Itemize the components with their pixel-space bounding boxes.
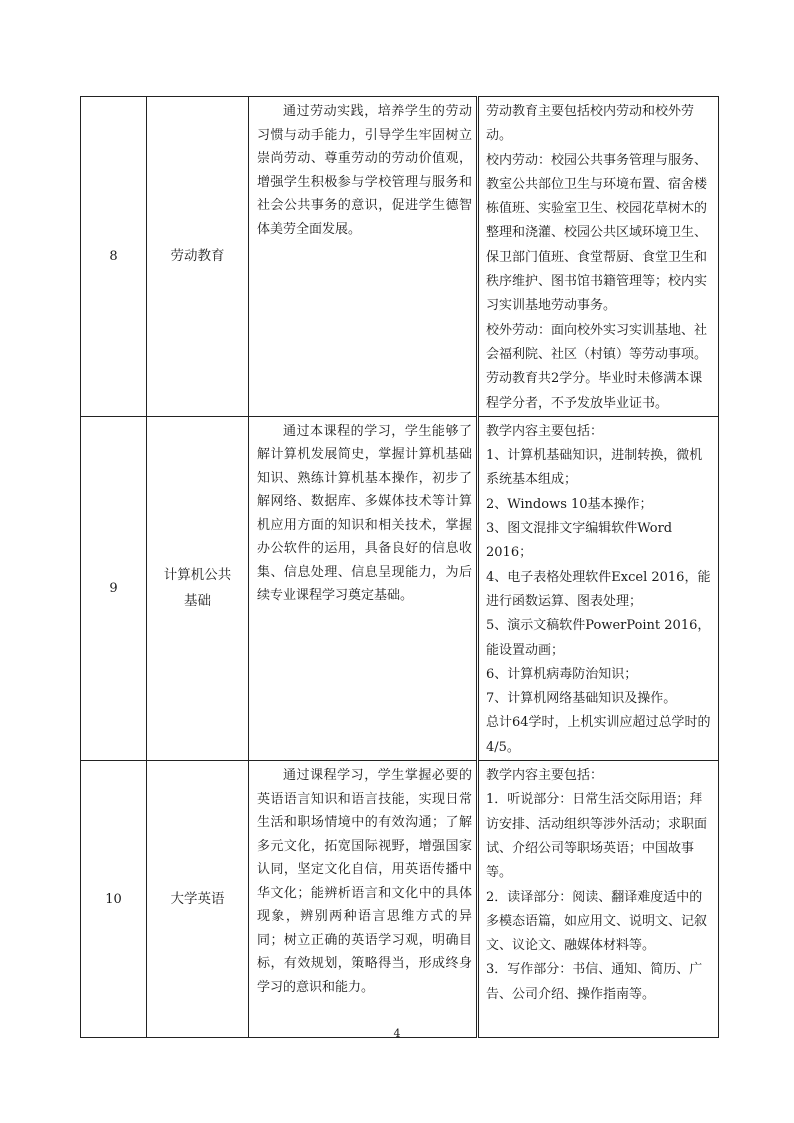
content-line: 劳动教育共2学分。毕业时未修满本课程学分者，不予发放毕业证书。 [486,371,703,411]
course-objective [249,416,478,760]
course-name: 计算机公共基础 [147,416,249,760]
row-number: 9 [81,416,147,760]
table-row [81,416,719,760]
content-line: 3、图文混排文字编辑软件Word 2016； [486,521,673,561]
objective-text: 通过课程学习，学生掌握必要的英语语言知识和语言技能，实现日常生活和职场情境中的有效沟通；了解多元文化，拓宽国际视野，增强国家认同，坚定文化自信，用英语传播中华文化；能辨析语言和文化中的具体现象，辨别两种语言思维方式的异同；树立正确的英语学习观，明确目标，有效规划，策略得当，形成终身学习的意识和能力。 [257,768,472,995]
content-line: 2．读译部分：阅读、翻译难度适中的多模态语篇，如应用文、说明文、记叙文、议论文、融媒体材料等。 [486,889,708,954]
content-line: 总计64学时，上机实训应超过总学时的4/5。 [486,715,711,755]
content-line: 5、演示文稿软件PowerPoint 2016，能设置动画； [486,618,711,658]
content-line: 1．听说部分：日常生活交际用语；拜访安排、活动组织等涉外活动；求职面试、介绍公司等职场英语；中国故事等。 [486,792,708,881]
table-row [81,97,719,417]
content-line: 4、电子表格处理软件Excel 2016，能进行函数运算、图表处理； [486,569,711,609]
course-table [80,96,719,1038]
content-line: 教学内容主要包括： [486,423,604,439]
row-number: 8 [81,97,147,417]
course-objective [249,97,478,417]
course-content [478,97,719,417]
content-line: 校外劳动：面向校外实习实训基地、社会福利院、社区（村镇）等劳动事项。 [486,322,708,362]
course-content [478,761,719,1038]
page-number: 4 [393,1027,401,1040]
course-objective [249,761,478,1038]
content-line: 教学内容主要包括： [486,768,604,784]
content-line: 7、计算机网络基础知识及操作。 [486,691,677,707]
course-content [478,416,719,760]
content-line: 2、Windows 10基本操作； [486,496,653,512]
content-line: 3．写作部分：书信、通知、简历、广告、公司介绍、操作指南等。 [486,962,703,1002]
course-name: 劳动教育 [147,97,249,417]
content-line: 校内劳动：校园公共事务管理与服务、教室公共部位卫生与环境布置、宿舍楼栋值班、实验室卫生、校园花草树木的整理和浇灌、校园公共区域环境卫生、保卫部门值班、食堂帮厨、食堂卫生和秩序维护、图书馆书籍管理等；校内实习实训基地劳动事务。 [486,152,708,314]
objective-text: 通过本课程的学习，学生能够了解计算机发展简史，掌握计算机基础知识、熟练计算机基本操作，初步了解网络、数据库、多媒体技术等计算机应用方面的知识和相关技术，掌握办公软件的运用，具备良好的信息收集、信息处理、信息呈现能力，为后续专业课程学习奠定基础。 [257,423,472,604]
content-line: 劳动教育主要包括校内劳动和校外劳动。 [486,104,695,144]
course-name: 大学英语 [147,761,249,1038]
content-line: 6、计算机病毒防治知识； [486,666,638,682]
objective-text: 通过劳动实践，培养学生的劳动习惯与动手能力，引导学生牢固树立崇尚劳动、尊重劳动的劳动价值观，增强学生积极参与学校管理与服务和社会公共事务的意识，促进学生德智体美劳全面发展。 [257,104,472,237]
content-line: 1、计算机基础知识，进制转换，微机系统基本组成； [486,448,703,488]
table-row [81,761,719,1038]
row-number: 10 [81,761,147,1038]
